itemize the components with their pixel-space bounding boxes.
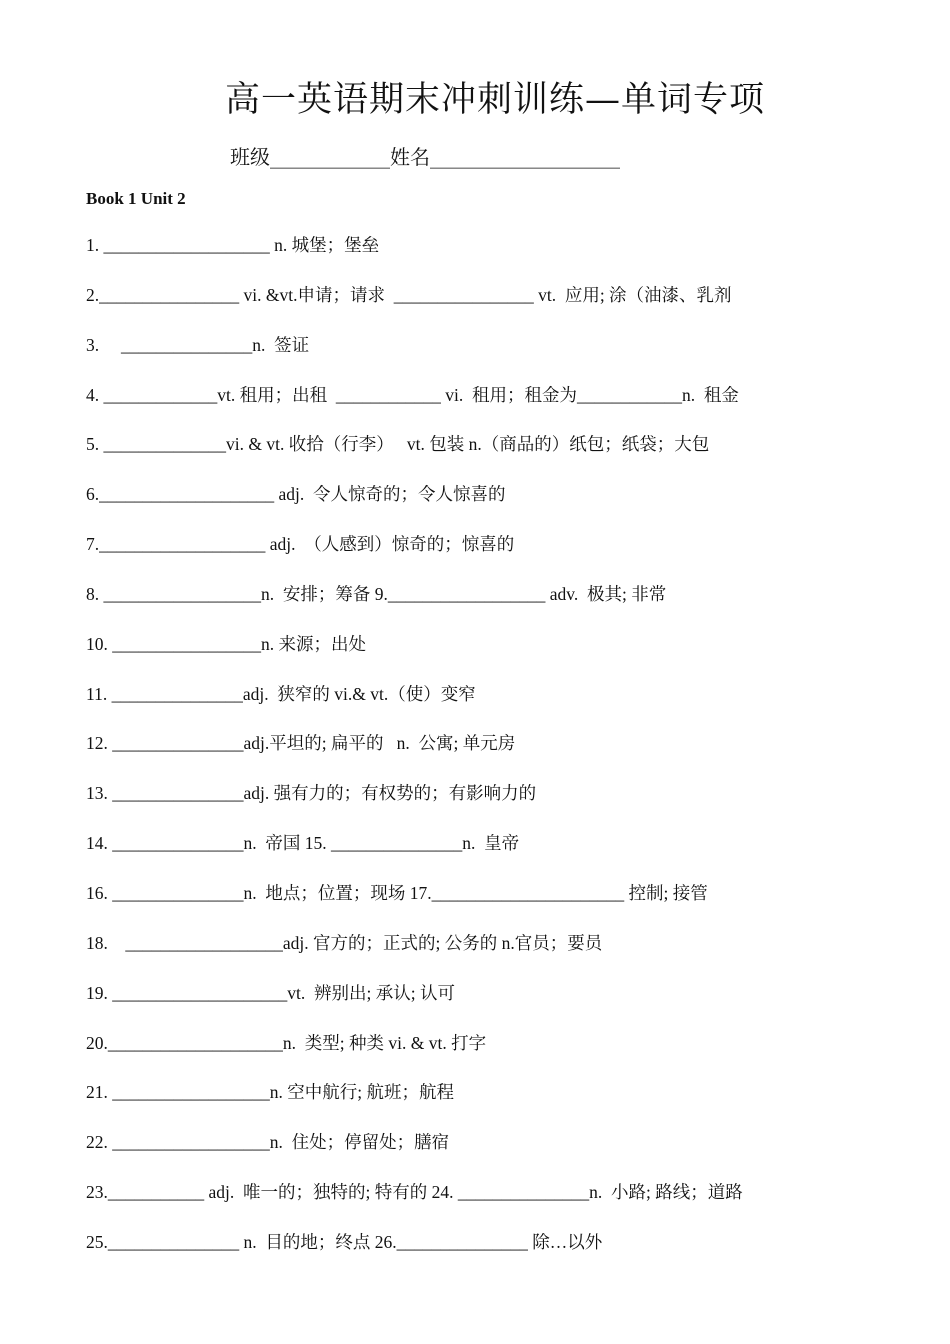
vocab-item: 2.________________ vi. &vt.申请；请求 ________________ vt. 应用; 涂（油漆、乳剂: [86, 284, 732, 305]
vocab-item: 22. __________________n. 住处；停留处；膳宿: [86, 1132, 450, 1153]
vocab-item: 10. _________________n. 来源；出处: [86, 633, 366, 654]
vocab-item: 1. ___________________ n. 城堡；堡垒: [86, 235, 380, 255]
vocab-item: 13. _______________adj. 强有力的；有权势的；有影响力的: [86, 783, 537, 804]
class-name-line: 班级____________姓名___________________: [230, 145, 620, 169]
vocab-item: 3. _______________n. 签证: [86, 334, 310, 355]
vocab-item: 18. __________________adj. 官方的；正式的; 公务的 n.官员；要员: [86, 932, 603, 953]
vocab-item: 4. _____________vt. 租用；出租 ____________ vi. 租用；租金为____________n. 租金: [86, 384, 739, 405]
vocab-item: 21. __________________n. 空中航行; 航班；航程: [86, 1082, 454, 1103]
vocab-item: 12. _______________adj.平坦的; 扁平的 n. 公寓; 单元房: [86, 733, 516, 754]
vocab-item: 25._______________ n. 目的地；终点 26._______________ 除…以外: [86, 1231, 603, 1252]
vocab-item: 20.____________________n. 类型; 种类 vi. & vt. 打字: [86, 1032, 487, 1053]
vocab-item: 11. _______________adj. 狭窄的 vi.& vt.（使）变窄: [86, 683, 476, 704]
vocab-list: [86, 232, 926, 1279]
vocab-item: 14. _______________n. 帝国 15. _______________n. 皇帝: [86, 833, 520, 854]
vocab-item: 19. ____________________vt. 辨别出; 承认; 认可: [86, 982, 455, 1003]
vocab-item: 7.___________________ adj. （人感到）惊奇的；惊喜的: [86, 534, 515, 555]
page-title: 高一英语期末冲刺训练—单词专项: [224, 80, 765, 120]
vocab-item: 8. __________________n. 安排；筹备 9.__________________ adv. 极其; 非常: [86, 583, 667, 604]
vocab-item: 5. ______________vi. & vt. 收拾（行李） vt. 包装 n.（商品的）纸包；纸袋；大包: [86, 434, 710, 455]
vocab-item: 16. _______________n. 地点；位置；现场 17.______________________ 控制; 接管: [86, 882, 708, 903]
vocab-item: 6.____________________ adj. 令人惊奇的；令人惊喜的: [86, 484, 506, 505]
section-heading: Book 1 Unit 2: [86, 189, 186, 208]
vocab-item: 23.___________ adj. 唯一的；独特的; 特有的 24. _______________n. 小路; 路线；道路: [86, 1182, 743, 1203]
